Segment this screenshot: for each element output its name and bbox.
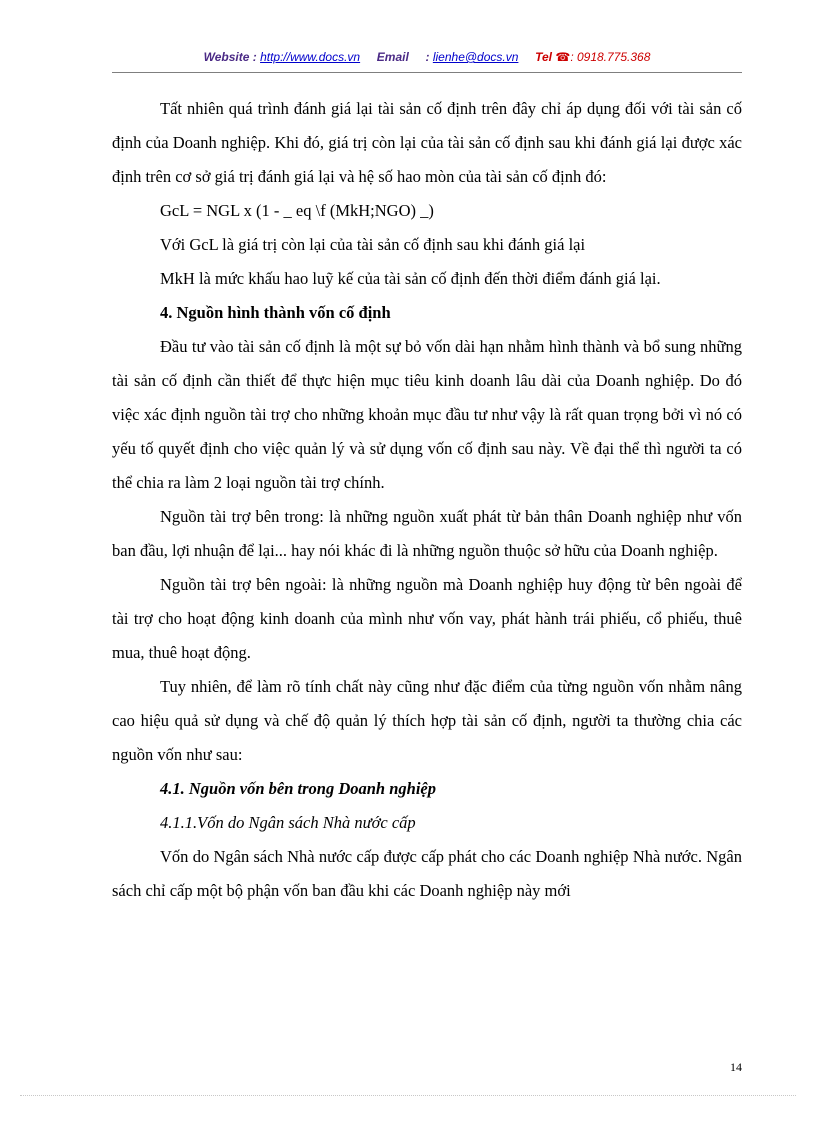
tel-label: Tel [535,50,553,64]
phone-icon: ☎ [555,50,571,64]
formula: GcL = NGL x (1 - _ eq \f (MkH;NGO) _) [160,201,434,220]
paragraph-2: Đầu tư vào tài sản cố định là một sự bỏ vốn dài hạn nhằm hình thành và bổ sung những tài sản cố định cần thiết để thực hiện mục tiêu kinh doanh lâu dài của Doanh nghiệp. Do đó việc xác định nguồn tài trợ cho những khoản mục đầu tư như vậy là rất quan trọng bởi vì nó có yếu tố quyết định cho việc quản lý và sử dụng vốn cố định sau này. Về đại thể thì người ta có thể chia ra làm 2 loại nguồn tài trợ chính. [112,337,742,492]
definition-mkh: MkH là mức khấu hao luỹ kế của tài sản cố định đến thời điểm đánh giá lại. [160,269,661,288]
definition-gcl: Với GcL là giá trị còn lại của tài sản cố định sau khi đánh giá lại [160,235,586,254]
header-divider [112,72,742,73]
website-label: Website : [203,50,257,64]
phone-number: : 0918.775.368 [570,50,651,64]
paragraph-6: Vốn do Ngân sách Nhà nước cấp được cấp phát cho các Doanh nghiệp Nhà nước. Ngân sách chỉ cấp một bộ phận vốn ban đầu khi các Doanh nghiệp này mới [112,847,742,900]
document-body [112,92,742,908]
section-heading-4-1-1: 4.1.1.Vốn do Ngân sách Nhà nước cấp [160,813,416,832]
section-heading-4: 4. Nguồn hình thành vốn cố định [160,303,391,322]
paragraph-3: Nguồn tài trợ bên trong: là những nguồn xuất phát từ bản thân Doanh nghiệp như vốn ban đầu, lợi nhuận để lại... hay nói khác đi là những nguồn thuộc sở hữu của Doanh nghiệp. [112,507,742,560]
page-number: 14 [730,1060,742,1074]
paragraph-1: Tất nhiên quá trình đánh giá lại tài sản cố định trên đây chỉ áp dụng đối với tài sản cố định của Doanh nghiệp. Khi đó, giá trị còn lại của tài sản cố định sau khi đánh giá lại được xác định trên cơ sở giá trị đánh giá lại và hệ số hao mòn của tài sản cố định đó: [112,99,742,186]
section-heading-4-1: 4.1. Nguồn vốn bên trong Doanh nghiệp [160,779,436,798]
paragraph-5: Tuy nhiên, để làm rõ tính chất này cũng như đặc điểm của từng nguồn vốn nhằm nâng cao hiệu quả sử dụng và chế độ quản lý thích hợp tài sản cố định, người ta thường chia các nguồn vốn như sau: [112,677,742,764]
email-colon: : [425,50,430,64]
website-link[interactable]: http://www.docs.vn [260,50,361,64]
paragraph-4: Nguồn tài trợ bên ngoài: là những nguồn mà Doanh nghiệp huy động từ bên ngoài để tài trợ cho hoạt động kinh doanh của mình như vốn vay, phát hành trái phiếu, cổ phiếu, thuê mua, thuê hoạt động. [112,575,742,662]
page-header [112,50,742,64]
email-label: Email [376,50,409,64]
email-link[interactable]: lienhe@docs.vn [432,50,519,64]
page-bottom-divider [20,1095,796,1096]
